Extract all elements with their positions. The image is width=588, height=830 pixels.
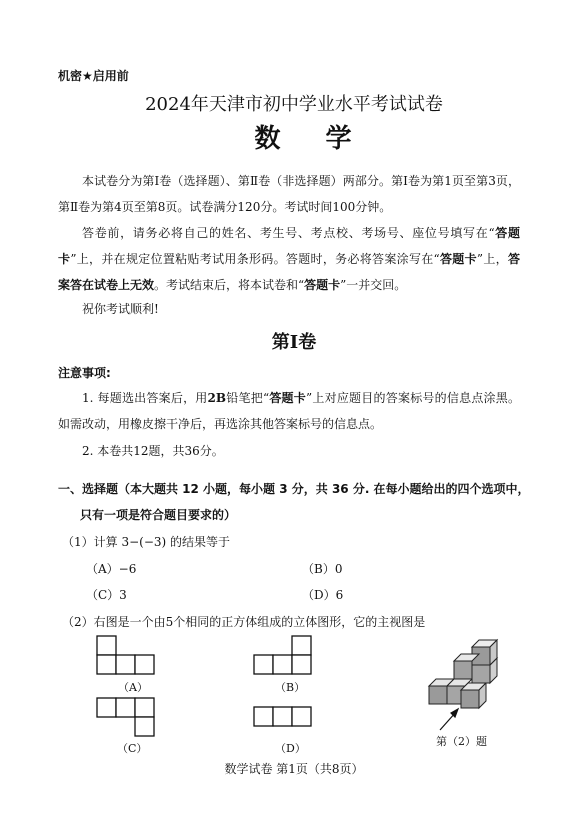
q1-option-b: （B）0	[302, 562, 343, 576]
part-one-heading-line2: 只有一项是符合题目要求的）	[80, 508, 237, 522]
note-2: 2. 本卷共12题，共36分。	[82, 444, 224, 458]
q2-solid-figure	[429, 640, 497, 708]
intro-paragraph-2: 答卷前，请务必将自己的姓名、考生号、考点校、考场号、座位号填写在“答题卡”上，并在规定位置粘贴考试用条形码。答题时，务必将答案涂写在“答题卡”上，答案答在试卷上无效。考试结束后，将本试卷和“答题卡”一并交回。	[58, 226, 520, 292]
question-2-stem: （2）右图是一个由5个相同的正方体组成的立体图形，它的主视图是	[62, 615, 426, 629]
exam-title: 2024年天津市初中学业水平考试试卷	[145, 94, 443, 115]
good-luck-text: 祝你考试顺利!	[82, 302, 159, 316]
q2-option-a-label: （A）	[118, 681, 148, 694]
q1-option-d: （D）6	[302, 588, 344, 602]
subject-title: 数 学	[254, 124, 370, 154]
intro-paragraph-1: 本试卷分为第Ⅰ卷（选择题）、第Ⅱ卷（非选择题）两部分。第Ⅰ卷为第1页至第3页，第Ⅱ卷为第4页至第8页。试卷满分120分。考试时间100分钟。	[58, 174, 520, 214]
q2-option-b-figure	[254, 636, 311, 674]
q1-option-a: （A）−6	[86, 562, 137, 576]
notes-heading: 注意事项:	[58, 366, 111, 380]
q2-figure-arrow	[440, 709, 458, 730]
q2-option-a-figure	[97, 636, 154, 674]
q2-option-d-label: （D）	[275, 742, 306, 755]
section-title: 第Ⅰ卷	[271, 332, 317, 353]
q2-figure-caption: 第（2）题	[436, 735, 487, 748]
page-footer: 数学试卷 第1页（共8页）	[224, 762, 364, 776]
note-1: 1. 每题选出答案后，用2B铅笔把“答题卡”上对应题目的答案标号的信息点涂黑。如需改动，用橡皮擦干净后，再选涂其他答案标号的信息点。	[58, 391, 521, 431]
q2-option-b-label: （B）	[275, 681, 306, 694]
question-1-stem: （1）计算 3−(−3) 的结果等于	[62, 535, 231, 549]
confidential-label: 机密★启用前	[58, 69, 129, 83]
part-one-heading: 一、选择题（本大题共 12 小题，每小题 3 分，共 36 分. 在每小题给出的四个选项中，	[58, 482, 530, 496]
q2-option-c-figure	[97, 698, 154, 736]
q2-option-d-figure	[254, 707, 311, 726]
q2-option-c-label: （C）	[117, 742, 148, 755]
q1-option-c: （C）3	[86, 588, 127, 602]
